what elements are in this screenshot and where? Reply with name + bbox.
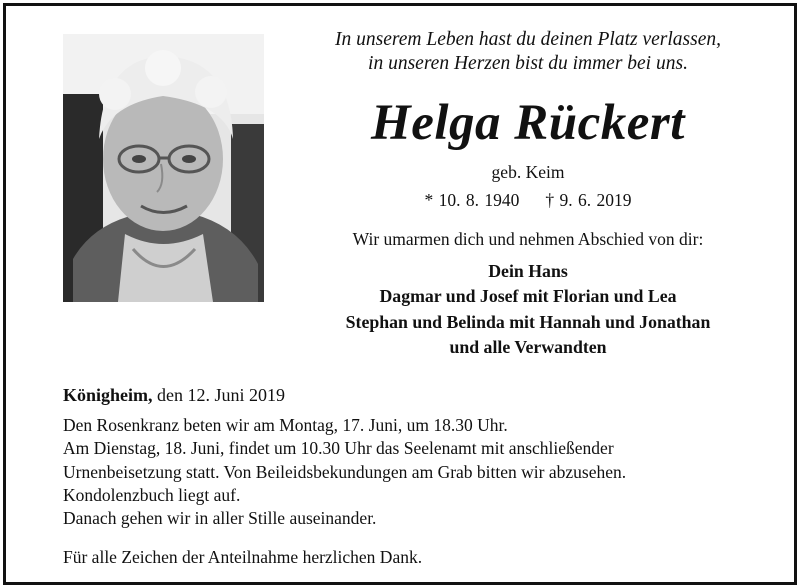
- detail-line: Danach gehen wir in aller Stille auseinander.: [63, 508, 377, 529]
- memorial-poem: [278, 28, 778, 76]
- detail-line: Den Rosenkranz beten wir am Montag, 17. Juni, um 18.30 Uhr.: [63, 415, 508, 435]
- mourner-line: Dein Hans: [488, 261, 568, 281]
- detail-line: Am Dienstag, 18. Juni, findet um 10.30 Uhr das Seelenamt mit anschließender: [63, 438, 614, 459]
- poem-line: In unserem Leben hast du deinen Platz verlassen,: [335, 29, 721, 50]
- farewell-line: Wir umarmen dich und nehmen Abschied von dir:: [352, 229, 704, 249]
- death-date: † 9. 6. 2019: [545, 190, 632, 210]
- notice-date: den 12. Juni 2019: [157, 385, 286, 405]
- funeral-details: [63, 414, 783, 530]
- mourner-line: und alle Verwandten: [449, 337, 607, 358]
- maiden-name: geb. Keim: [491, 162, 565, 182]
- detail-line: Kondolenzbuch liegt auf.: [63, 484, 241, 505]
- deceased-name: Helga Rückert: [371, 95, 685, 151]
- portrait-photo: [63, 34, 264, 302]
- place-and-date: [63, 384, 285, 406]
- detail-line: Urnenbeisetzung statt. Von Beileidsbekundungen am Grab bitten wir abzusehen.: [63, 461, 627, 482]
- mourner-line: Stephan und Belinda mit Hannah und Jonathan: [345, 311, 711, 332]
- mourners-list: [268, 259, 788, 361]
- life-dates: [278, 189, 778, 211]
- birth-date: * 10. 8. 1940: [424, 190, 520, 210]
- poem-line: in unseren Herzen bist du immer bei uns.: [368, 53, 688, 74]
- obituary-notice: [3, 3, 797, 585]
- place-name: Königheim,: [63, 385, 153, 405]
- thanks-line: Für alle Zeichen der Anteilnahme herzlichen Dank.: [63, 547, 423, 567]
- mourner-line: Dagmar und Josef mit Florian und Lea: [379, 286, 677, 307]
